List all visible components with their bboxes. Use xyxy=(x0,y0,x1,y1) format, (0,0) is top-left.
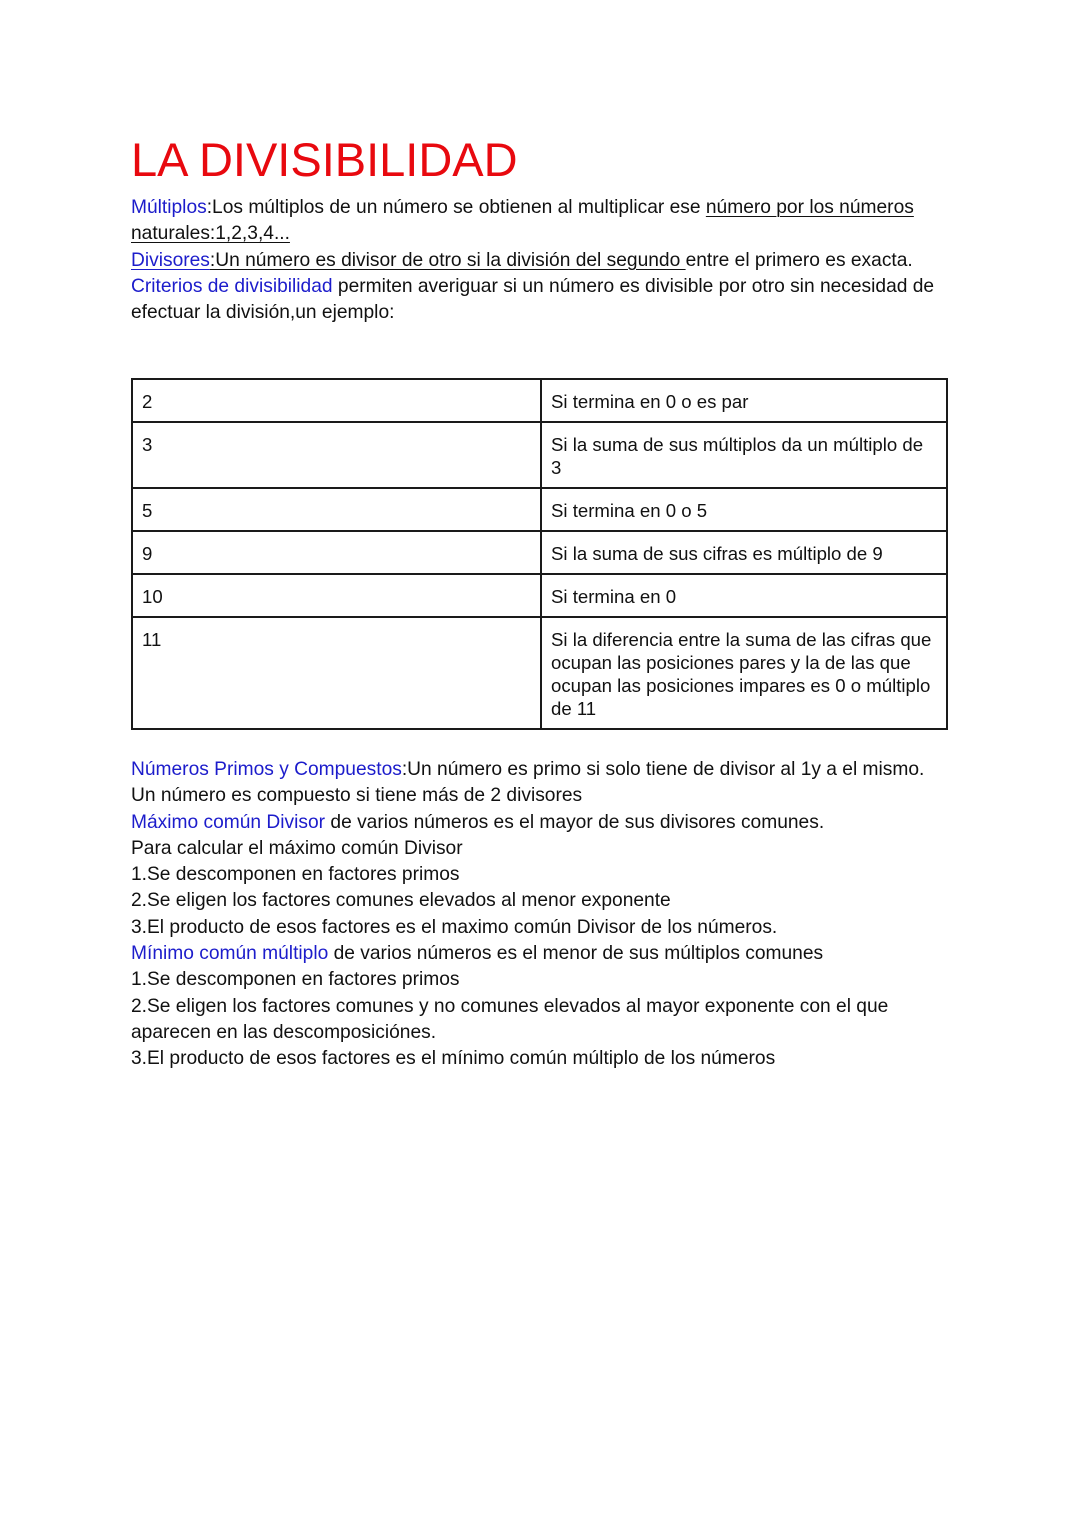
divisor-cell: 10 xyxy=(132,574,541,617)
primos-paragraph xyxy=(131,757,951,783)
table-row xyxy=(132,488,947,531)
intro-section xyxy=(131,195,951,326)
mcm-text: de varios números es el menor de sus múltiplos comunes xyxy=(328,943,824,965)
table-row xyxy=(132,617,947,729)
multiplos-text: :Los múltiplos de un número se obtienen al multiplicar ese xyxy=(206,197,706,218)
mcd-step: 1.Se descomponen en factores primos xyxy=(131,864,460,886)
divisores-underlined-text: :Un número es divisor de otro si la división del segundo xyxy=(209,249,686,271)
document-title: LA DIVISIBILIDAD xyxy=(131,133,518,186)
table-row xyxy=(132,422,947,488)
criterios-paragraph xyxy=(131,274,951,327)
divisores-text: entre el primero es exacta. xyxy=(685,249,913,271)
table-row xyxy=(132,379,947,422)
rule-cell: Si termina en 0 o es par xyxy=(541,379,947,422)
rule-cell: Si termina en 0 xyxy=(541,574,947,617)
divisibility-criteria-table xyxy=(131,378,948,730)
table-row xyxy=(132,574,947,617)
mcd-text: de varios números es el mayor de sus divisores comunes. xyxy=(325,811,825,833)
rule-cell: Si la diferencia entre la suma de las cifras que ocupan las posiciones pares y la de las que ocupan las posiciones impares es 0 o múltiplo de 11 xyxy=(541,617,947,729)
mcm-step: 2.Se eligen los factores comunes y no comunes elevados al mayor exponente con el que aparecen en las descomposiciónes. xyxy=(131,995,889,1043)
divisor-cell: 3 xyxy=(132,422,541,488)
criterios-text: permiten averiguar si un número es divisible por otro sin necesidad de efectuar la división,un ejemplo: xyxy=(131,275,935,324)
divisor-cell: 5 xyxy=(132,488,541,531)
table-row xyxy=(132,531,947,574)
primos-text: :Un número es primo si solo tiene de divisor al 1y a el mismo. xyxy=(401,759,925,780)
divisor-cell: 2 xyxy=(132,379,541,422)
mcm-paragraph xyxy=(131,941,951,967)
divisor-cell: 11 xyxy=(132,617,541,729)
mcm-step: 1.Se descomponen en factores primos xyxy=(131,969,460,991)
mcd-intro: Para calcular el máximo común Divisor xyxy=(131,837,463,859)
divisores-term: Divisores xyxy=(131,249,210,271)
mcd-paragraph xyxy=(131,810,951,836)
concepts-section xyxy=(131,757,951,1073)
multiplos-underlined-text: número por los números naturales:1,2,3,4... xyxy=(131,197,914,245)
mcd-term: Máximo común Divisor xyxy=(131,811,326,833)
criterios-term: Criterios de divisibilidad xyxy=(131,275,333,297)
mcm-term: Mínimo común múltiplo xyxy=(131,943,329,965)
rule-cell: Si termina en 0 o 5 xyxy=(541,488,947,531)
divisor-cell: 9 xyxy=(132,531,541,574)
mcd-step: 2.Se eligen los factores comunes elevados al menor exponente xyxy=(131,890,671,912)
multiplos-paragraph xyxy=(131,195,951,248)
rule-cell: Si la suma de sus múltiplos da un múltiplo de 3 xyxy=(541,422,947,488)
compuesto-paragraph: Un número es compuesto si tiene más de 2 divisores xyxy=(131,785,583,807)
mcm-step: 3.El producto de esos factores es el mínimo común múltiplo de los números xyxy=(131,1048,776,1070)
primos-term: Números Primos y Compuestos xyxy=(131,759,402,780)
divisores-paragraph xyxy=(131,248,951,274)
multiplos-term: Múltiplos xyxy=(131,197,207,218)
rule-cell: Si la suma de sus cifras es múltiplo de 9 xyxy=(541,531,947,574)
mcd-step: 3.El producto de esos factores es el maximo común Divisor de los números. xyxy=(131,916,778,938)
